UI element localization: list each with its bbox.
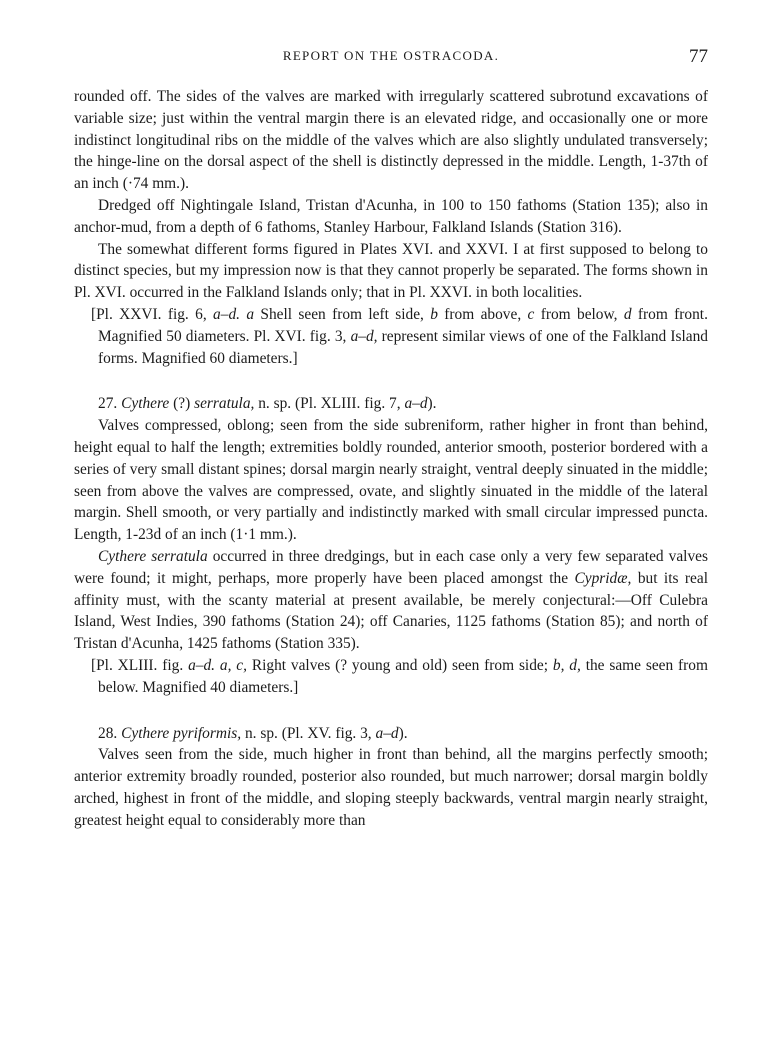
taxon-name: Cythere serratula: [98, 547, 208, 565]
genus-name: Cythere: [121, 395, 170, 413]
fig-letter: d: [623, 305, 632, 323]
species-number: 27.: [98, 395, 118, 413]
body-text: [74, 86, 708, 832]
running-title: REPORT ON THE OSTRACODA.: [282, 48, 500, 63]
fig-letters: a, c,: [219, 656, 247, 674]
family-name: Cypridæ,: [574, 569, 632, 587]
plate-text: from above,: [444, 305, 522, 323]
paragraph-diagnosis-28: Valves seen from the side, much higher in front than behind, all the margins perfectly smooth; anterior extremity broadly rounded, posterior also rounded, but much narrower; dorsal margin boldly arched, highest in front of the middle, and sloping steeply backwards, ventral margin nearly straight, greatest height equal to considerably more than: [74, 746, 708, 829]
paragraph-text: occurred in three dredgings, but in each case only a very few separated valves were found; it might, perhaps, more properly have been placed amongst the: [74, 547, 708, 587]
species-number: 28.: [98, 724, 118, 742]
plate-text: represent similar views of one of the Falkland Island forms. Magnified 60 diameters.]: [98, 327, 708, 367]
taxon-name: Cythere pyriformis,: [121, 724, 242, 742]
paragraph-text: but its real affinity must, with the scanty material at present available, be merely conjectural:—Off Culebra Island, West Indies, 390 fathoms (Station 24); off Canaries, 1125 fathoms (Station 85); and north of Tristan d'Acunha, 1425 fathoms (Station 335).: [74, 569, 708, 653]
fig-letters: b, d,: [552, 656, 581, 674]
fig-letter: c: [527, 305, 535, 323]
plate-text: [Pl. XXVI. fig. 6,: [91, 305, 207, 323]
plate-text: the same seen from below. Magnified 40 diameters.]: [98, 656, 708, 696]
species-name: serratula,: [194, 395, 255, 413]
fig-letters: a–d: [404, 395, 428, 413]
plate-text: [Pl. XLIII. fig.: [91, 656, 184, 674]
species-ref: n. sp. (Pl. XV. fig. 3,: [244, 724, 372, 742]
species-ref-close: ).: [427, 395, 437, 413]
plate-text: Right valves (? young and old) seen from side;: [251, 656, 549, 674]
paragraph-diagnosis-27: Valves compressed, oblong; seen from the side subreniform, rather higher in front than behind, height equal to half the length; extremities boldly rounded, anterior smooth, posterior bordered with a series of very small distant spines; dorsal margin nearly straight, ventral deeply sinuated in the middle; seen from above the valves are compressed, ovate, and slightly sinuated in the middle of the lateral margin. Shell smooth, or very partially and indistinctly marked with small circular impressed puncta. Length, 1-23d of an inch (1·1 mm.).: [74, 417, 708, 544]
plate-reference-xliii: [74, 655, 708, 699]
fig-letters: a–d: [375, 724, 399, 742]
species-ref: n. sp. (Pl. XLIII. fig. 7,: [258, 395, 401, 413]
fig-letters: a–d.: [188, 656, 216, 674]
species-heading-27: [74, 393, 708, 415]
plate-text: Shell seen from left side,: [260, 305, 424, 323]
page-number: 77: [689, 46, 708, 67]
fig-letters: a–d,: [350, 327, 378, 345]
fig-letter: a: [246, 305, 255, 323]
paragraph-description-continued: rounded off. The sides of the valves are marked with irregularly scattered subrotund excavations of variable size; just within the ventral margin there is an elevated ridge, and occasionally one or more indistinct longitudinal ribs on the middle of the valves which are also slightly undulated transversely; the hinge-line on the dorsal aspect of the shell is distinctly depressed in the middle. Length, 1-37th of an inch (·74 mm.).: [74, 88, 708, 193]
plate-reference-xxvi: [74, 304, 708, 369]
fig-letter: b: [430, 305, 438, 323]
fig-letters: a–d.: [213, 305, 240, 323]
plate-text: from front. Magnified 50 diameters. Pl. XVI. fig. 3,: [98, 305, 708, 345]
paragraph-distribution-27: [74, 546, 708, 655]
species-ref-close: ).: [398, 724, 408, 742]
paragraph-localities: Dredged off Nightingale Island, Tristan d'Acunha, in 100 to 150 fathoms (Station 135); also in anchor-mud, from a depth of 6 fathoms, Stanley Harbour, Falkland Islands (Station 316).: [74, 196, 708, 236]
plate-text: from below,: [540, 305, 618, 323]
species-heading-28: [74, 723, 708, 745]
page-header: [74, 46, 708, 70]
paragraph-remarks: The somewhat different forms figured in Plates XVI. and XXVI. I at first supposed to belong to distinct species, but my impression now is that they cannot properly be separated. The forms shown in Pl. XVI. occurred in the Falkland Islands only; that in Pl. XXVI. in both localities.: [74, 240, 708, 302]
query-mark: (?): [173, 395, 191, 413]
